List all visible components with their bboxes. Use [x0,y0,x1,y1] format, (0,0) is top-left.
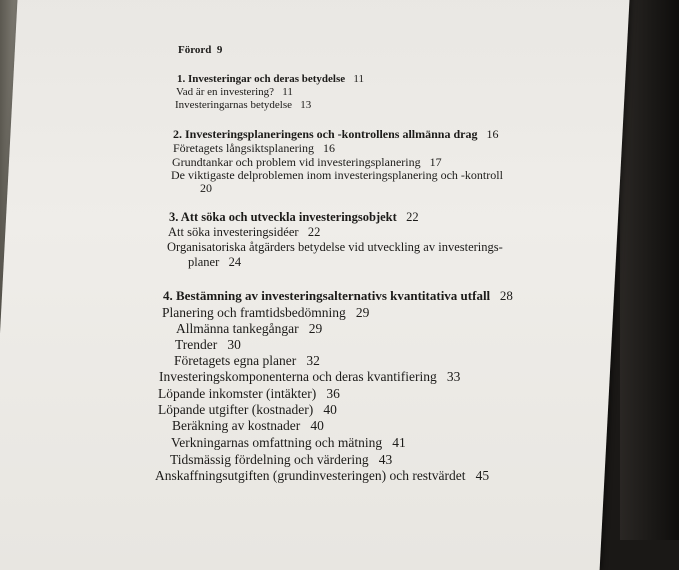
toc-entry [158,402,337,418]
toc-title: Investeringskomponenterna och deras kvantifiering [159,369,437,384]
toc-page: 45 [475,468,490,483]
toc-subentry [176,321,322,337]
toc-subentry [175,337,241,353]
toc-entry [155,468,489,484]
toc-page: 13 [300,99,312,111]
toc-entry [173,141,335,156]
toc-page: 43 [378,452,393,467]
toc-title: 2. Investeringsplaneringens och -kontrollens allmänna drag [173,127,478,141]
toc-entry [159,369,460,385]
toc-entry [176,86,293,98]
toc-subentry [170,452,392,468]
toc-title: Förord [178,44,212,56]
toc-title: De viktigaste delproblemen inom investeringsplanering och -kontroll [171,168,503,182]
toc-chapter-heading [173,127,498,142]
toc-title: Verkningarnas omfattning och mätning [171,435,383,450]
toc-page: 16 [486,127,499,141]
toc-title: Företagets långsiktsplanering [173,141,314,155]
toc-page: 32 [306,353,320,368]
toc-title: Anskaffningsutgiften (grundinvesteringen) och restvärdet [155,468,466,483]
toc-title: Att söka investeringsidéer [168,225,299,239]
toc-page: 11 [282,86,293,98]
toc-page: 16 [322,141,335,155]
toc-page: 29 [355,305,370,320]
toc-title: Företagets egna planer [174,353,297,368]
toc-page: 17 [429,155,442,169]
toc-title: Allmänna tankegångar [176,321,299,336]
toc-page: 29 [308,321,323,336]
toc-page: 36 [326,386,340,401]
toc-page: 22 [406,210,419,224]
toc-entry-continued [188,255,241,270]
toc-entry [158,386,340,402]
toc-title: Planering och framtidsbedömning [162,305,346,320]
toc-chapter-heading [163,288,513,304]
toc-entry [168,225,320,240]
toc-title: Trender [175,337,218,352]
toc-entry [171,168,503,183]
toc-page: 28 [499,288,513,303]
toc-page: 22 [307,225,321,239]
toc-page: 11 [353,73,364,85]
toc-title-continued: planer [188,255,220,269]
toc-page: 41 [392,435,406,450]
toc-title: Beräkning av kostnader [172,418,301,433]
toc-page: 24 [228,255,242,269]
toc-page-continued [200,181,212,196]
toc-entry [167,240,503,255]
toc-page: 40 [323,402,337,417]
toc-page: 33 [446,369,461,384]
toc-chapter-heading [177,73,364,85]
toc-title: 1. Investeringar och deras betydelse [177,73,346,85]
toc-subentry [172,418,324,434]
toc-page: 40 [310,418,324,433]
toc-title: Tidsmässig fördelning och värdering [170,452,369,467]
toc-title: Löpande inkomster (intäkter) [158,386,317,401]
toc-page: 30 [227,337,241,352]
toc-foreword [178,44,222,56]
toc-page: 9 [216,44,223,56]
toc-title: Organisatoriska åtgärders betydelse vid utveckling av investerings- [167,240,503,254]
toc-page: 20 [200,181,212,195]
toc-chapter-heading [169,210,419,225]
toc-title: Löpande utgifter (kostnader) [158,402,314,417]
toc-title: Vad är en investering? [176,86,275,98]
toc-entry [175,99,311,111]
toc-title: 3. Att söka och utveckla investeringsobjekt [169,210,397,224]
toc-subentry [171,435,406,451]
toc-entry [162,305,369,321]
toc-subentry [174,353,320,369]
toc-title: Investeringarnas betydelse [175,99,292,111]
toc-title: 4. Bestämning av investeringsalternativs kvantitativa utfall [163,288,491,303]
toc-title: Grundtankar och problem vid investeringsplanering [172,155,421,169]
